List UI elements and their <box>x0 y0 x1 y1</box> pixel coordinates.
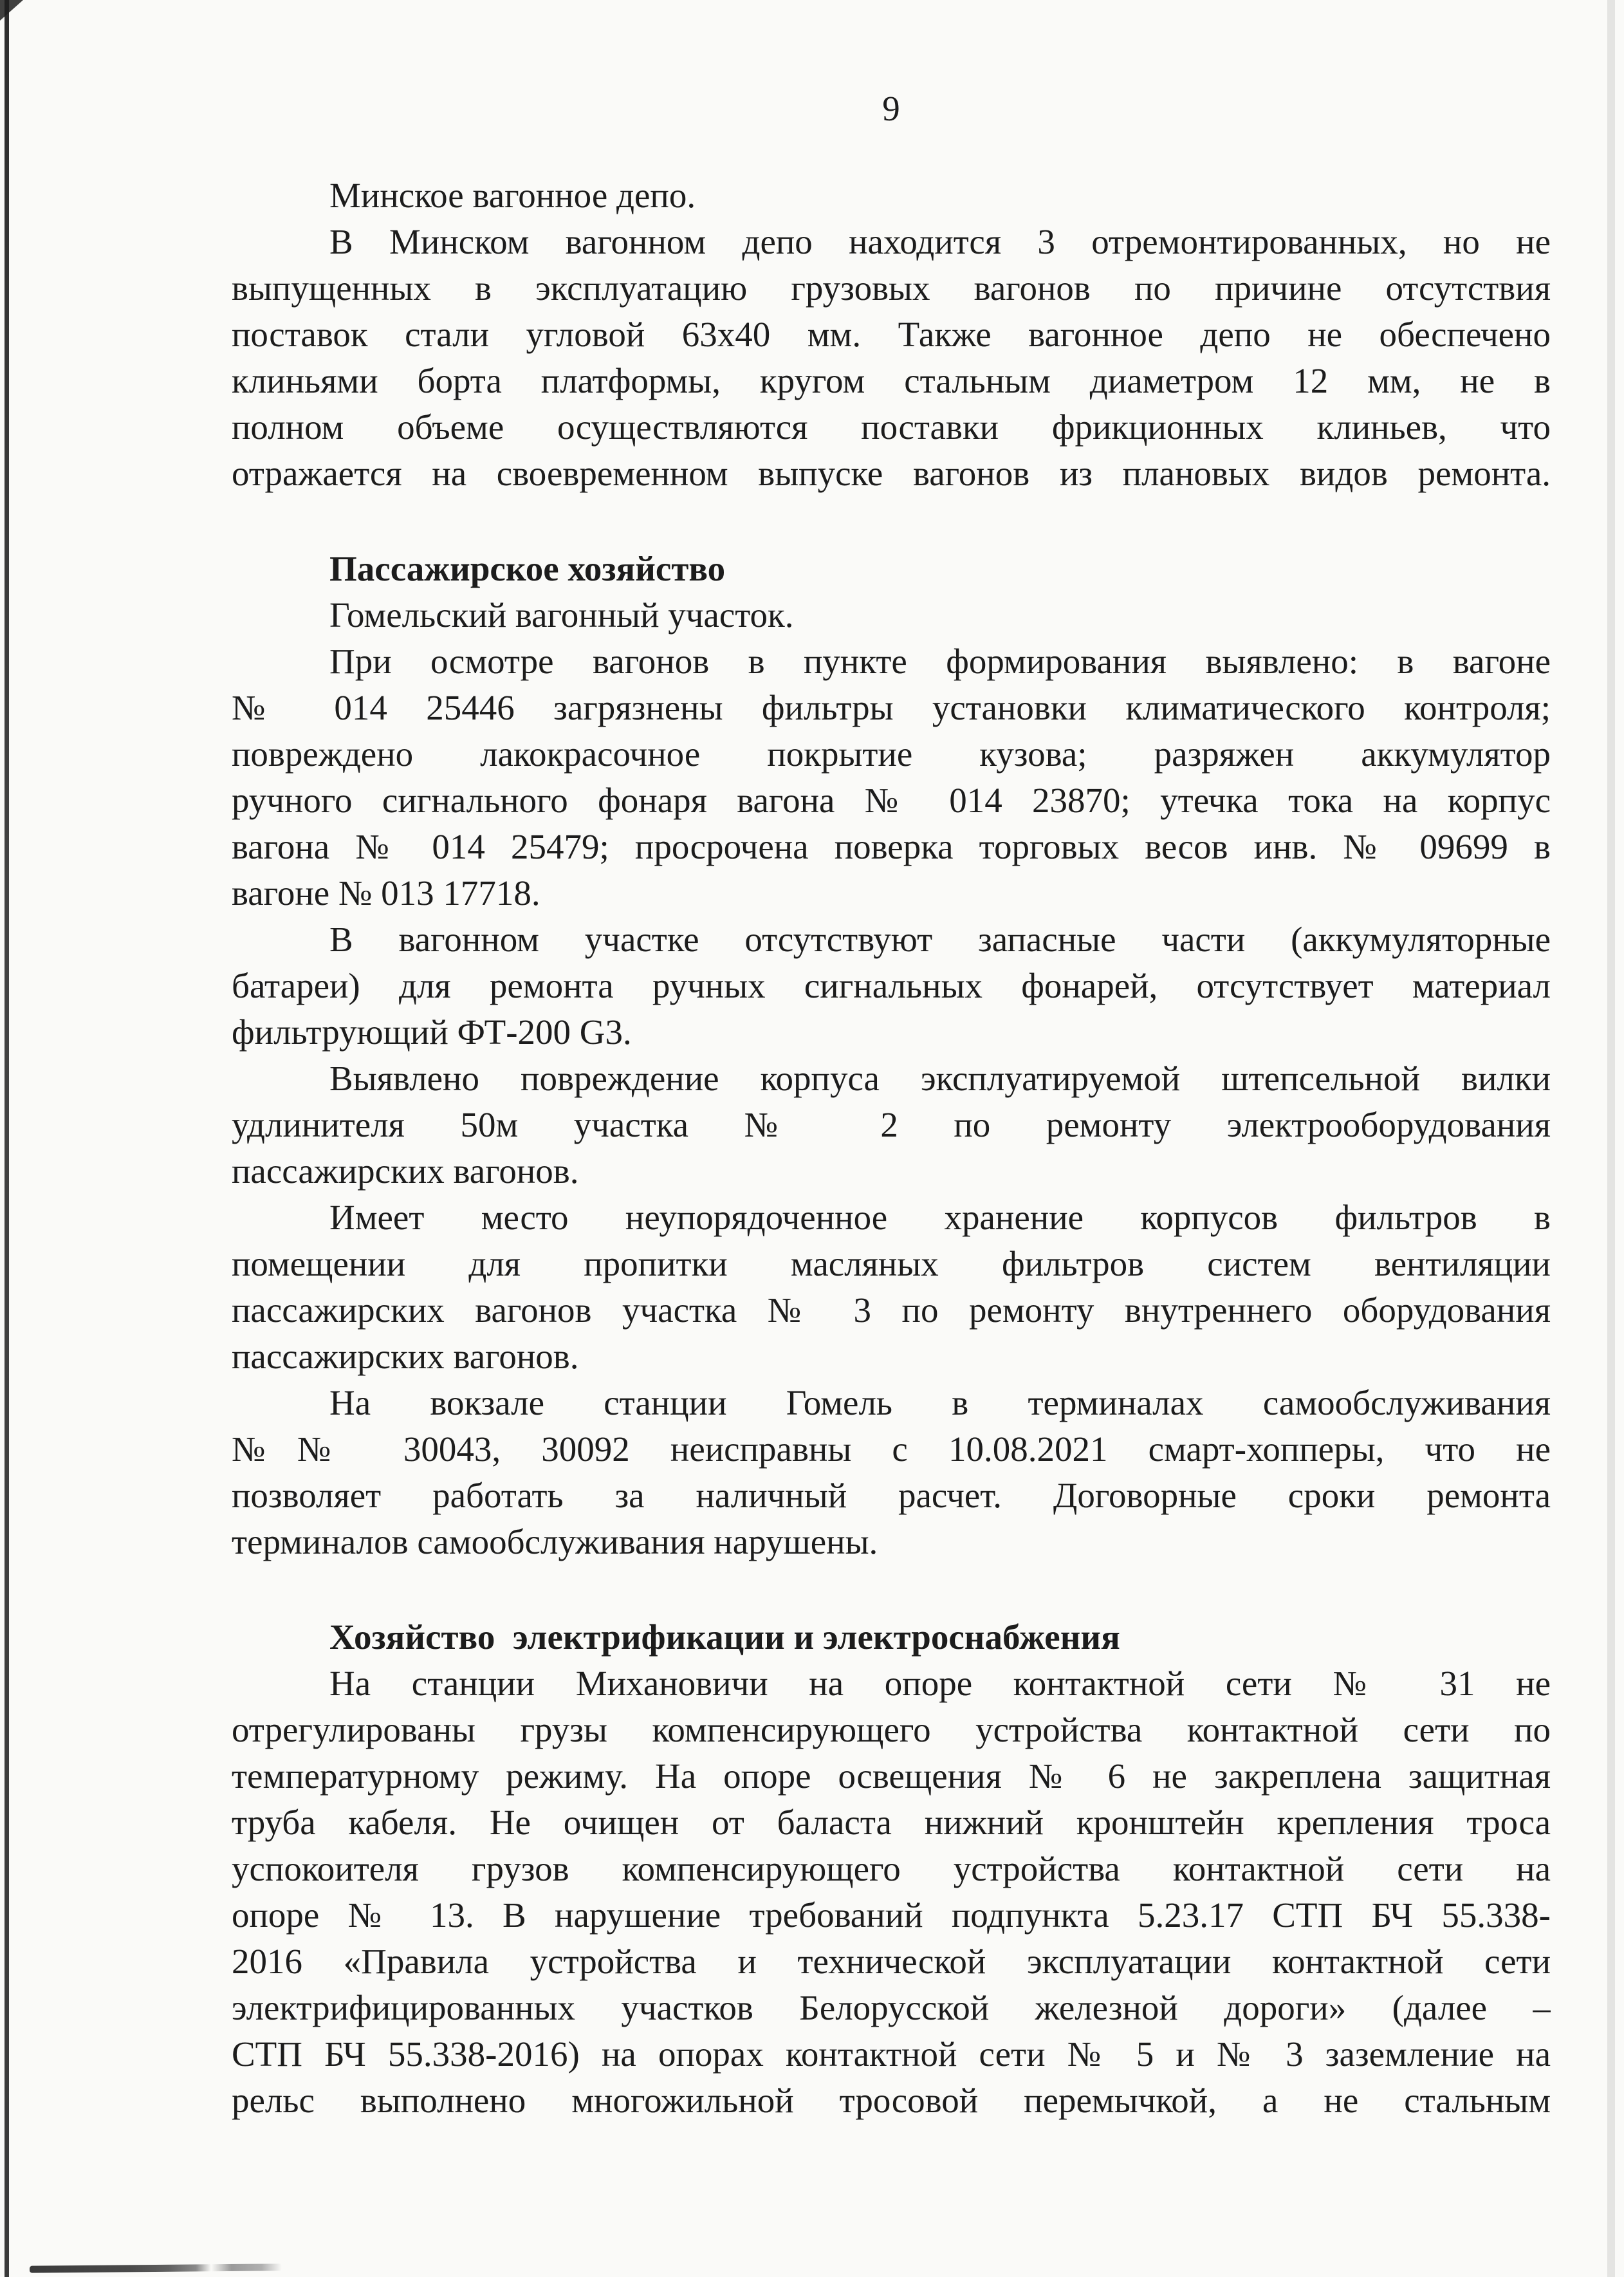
text-line: вагона № 014 25479; просрочена поверка торговых весов инв. № 09699 в <box>232 827 1551 866</box>
text-line: пассажирских вагонов. <box>232 1151 579 1191</box>
text-line: отражается на своевременном выпуске вагонов из плановых видов ремонта. <box>232 454 1551 493</box>
text-line: позволяет работать за наличный расчет. Договорные сроки ремонта <box>232 1476 1551 1515</box>
text-line: При осмотре вагонов в пункте формирования выявлено: в вагоне <box>329 642 1551 681</box>
text-line: удлинителя 50м участка № 2 по ремонту электрооборудования <box>232 1105 1551 1144</box>
heading-electrification-facilities: Хозяйство электрификации и электроснабжения <box>329 1617 1120 1657</box>
text-line: Выявлено повреждение корпуса эксплуатируемой штепсельной вилки <box>329 1059 1551 1098</box>
paragraph-gomel-unit <box>232 592 1551 638</box>
text-line: помещении для пропитки масляных фильтров систем вентиляции <box>232 1244 1551 1283</box>
paragraph-spare-parts <box>232 916 1551 1055</box>
text-line: пассажирских вагонов участка № 3 по ремонту внутреннего оборудования <box>232 1290 1551 1330</box>
text-line: рельс выполнено многожильной тросовой перемычкой, а не стальным <box>232 2081 1551 2120</box>
text-line: повреждено лакокрасочное покрытие кузова; разряжен аккумулятор <box>232 734 1551 774</box>
paragraph-minsk-depot-title <box>232 172 1551 219</box>
text-line: батареи) для ремонта ручных сигнальных фонарей, отсутствует материал <box>232 966 1551 1005</box>
text-line: 2016 «Правила устройства и технической эксплуатации контактной сети <box>232 1942 1551 1981</box>
text-line: № 014 25446 загрязнены фильтры установки климатического контроля; <box>232 688 1551 727</box>
text-line: №№ 30043, 30092 неисправны с 10.08.2021 смарт-хопперы, что не <box>232 1429 1551 1469</box>
text-line: пассажирских вагонов. <box>232 1337 579 1376</box>
text-line: СТП БЧ 55.338-2016) на опорах контактной сети № 5 и № 3 заземление на <box>232 2034 1551 2074</box>
text-line: клиньями борта платформы, кругом стальным диаметром 12 мм, не в <box>232 361 1551 400</box>
paragraph-wagon-inspection <box>232 638 1551 916</box>
page-number: 9 <box>882 89 900 128</box>
text-line: фильтрующий ФТ-200 G3. <box>232 1012 632 1052</box>
text-line: выпущенных в эксплуатацию грузовых вагонов по причине отсутствия <box>232 268 1551 308</box>
text-line: температурному режиму. На опоре освещения № 6 не закреплена защитная <box>232 1756 1551 1796</box>
text-line: На вокзале станции Гомель в терминалах самообслуживания <box>329 1383 1551 1422</box>
scan-artifact-bottom-left-smudge <box>30 2263 282 2272</box>
text-line: Гомельский вагонный участок. <box>329 595 794 635</box>
text-line: вагоне № 013 17718. <box>232 873 540 913</box>
text-line: электрифицированных участков Белорусской железной дороги» (далее – <box>232 1988 1551 2027</box>
text-line: терминалов самообслуживания нарушены. <box>232 1522 878 1561</box>
text-line: поставок стали угловой 63х40 мм. Также вагонное депо не обеспечено <box>232 315 1551 354</box>
text-line: успокоителя грузов компенсирующего устройства контактной сети на <box>232 1849 1551 1888</box>
text-line: На станции Михановичи на опоре контактной сети № 31 не <box>329 1664 1551 1703</box>
paragraph-filter-storage <box>232 1194 1551 1380</box>
heading-passenger-facilities: Пассажирское хозяйство <box>329 549 726 588</box>
paragraph-self-service-terminals <box>232 1380 1551 1565</box>
text-line: Имеет место неупорядоченное хранение корпусов фильтров в <box>329 1198 1551 1237</box>
paragraph-contact-network <box>232 1660 1551 2124</box>
text-line: отрегулированы грузы компенсирующего устройства контактной сети по <box>232 1710 1551 1749</box>
paragraph-plug-damage <box>232 1055 1551 1194</box>
text-line: труба кабеля. Не очищен от баласта нижний кронштейн крепления троса <box>232 1803 1551 1842</box>
text-line: В вагонном участке отсутствуют запасные части (аккумуляторные <box>329 920 1551 959</box>
text-line: ручного сигнального фонаря вагона № 014 23870; утечка тока на корпус <box>232 781 1551 820</box>
paragraph-minsk-depot <box>232 219 1551 497</box>
text-line: В Минском вагонном депо находится 3 отремонтированных, но не <box>329 222 1551 261</box>
text-line: Минское вагонное депо. <box>329 176 696 215</box>
text-line: опоре № 13. В нарушение требований подпункта 5.23.17 СТП БЧ 55.338- <box>232 1895 1551 1935</box>
text-line: полном объеме осуществляются поставки фрикционных клиньев, что <box>232 407 1551 447</box>
